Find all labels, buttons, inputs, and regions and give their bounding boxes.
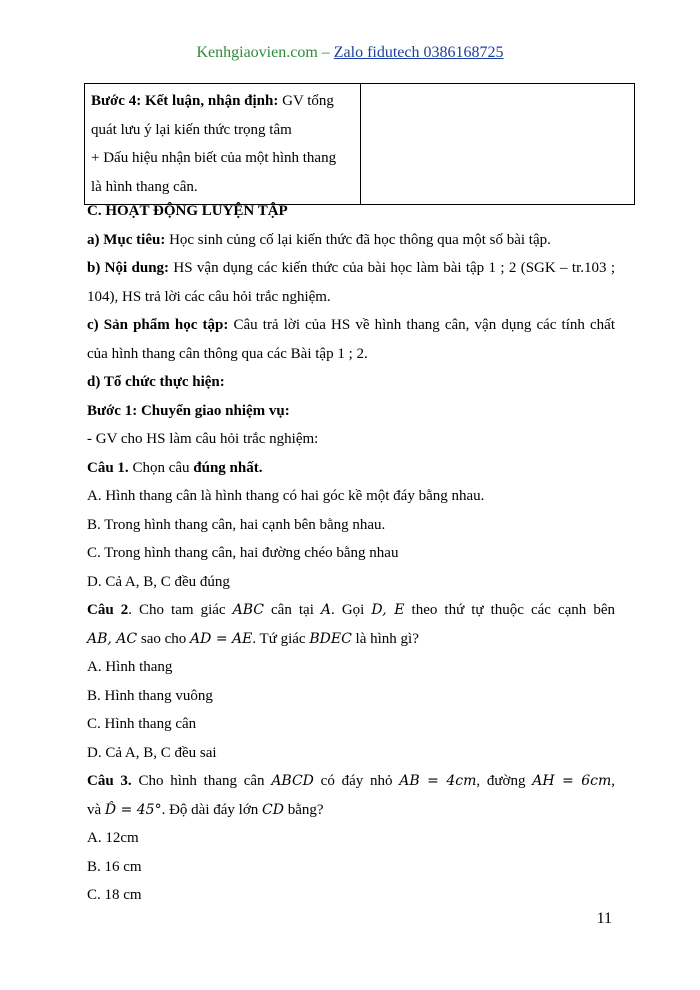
product-line: c) Sản phẩm học tập: Câu trả lời của HS về hình thang cân, vận dụng các tính chất: [87, 317, 616, 333]
step4-text-line: + Dấu hiệu nhận biết của một hình thang: [91, 150, 337, 166]
q2-option: C. Hình thang cân: [87, 716, 197, 732]
q2-option: A. Hình thang: [87, 659, 173, 675]
question-2-cont: AB, AC sao cho AD = AE. Tứ giác BDEC là hình gì?: [87, 630, 419, 647]
section-title: C. HOẠT ĐỘNG LUYỆN TẬP: [87, 203, 288, 219]
step4-text-line: là hình thang cân.: [91, 178, 198, 195]
table-cell-step4: [85, 84, 361, 205]
question-3: Câu 3. Cho hình thang cân ABCD có đáy nhỏ AB = 4cm, đường AH = 6cm,: [87, 773, 615, 789]
q1-option: A. Hình thang cân là hình thang có hai góc kề một đáy bằng nhau.: [87, 488, 485, 504]
organization-heading: d) Tổ chức thực hiện:: [87, 374, 225, 390]
zalo-contact-link[interactable]: Zalo fidutech 0386168725: [333, 44, 504, 61]
step4-text-line: quát lưu ý lại kiến thức trọng tâm: [91, 121, 292, 138]
activity-table: [84, 83, 635, 205]
question-3-cont: và D̂ = 45°. Độ dài đáy lớn CD bằng?: [87, 801, 324, 818]
q2-option: B. Hình thang vuông: [87, 687, 213, 704]
question-2: Câu 2. Cho tam giác ABC cân tại A. Gọi D, E theo thứ tự thuộc các cạnh bên: [87, 602, 615, 618]
document-body: [87, 197, 615, 910]
q3-option: B. 16 cm: [87, 858, 142, 875]
step4-label: Bước 4: Kết luận, nhận định:: [91, 93, 279, 109]
site-name: Kenhgiaovien.com: [196, 44, 318, 61]
q1-option: B. Trong hình thang cân, hai cạnh bên bằng nhau.: [87, 516, 386, 533]
step4-text: GV tổng: [278, 93, 334, 109]
table-cell-empty: [361, 84, 635, 205]
page-header: [0, 44, 700, 62]
q3-option: A. 12cm: [87, 830, 139, 846]
product-line: của hình thang cân thông qua các Bài tập 1 ; 2.: [87, 345, 368, 362]
page-number: 11: [596, 910, 612, 927]
question-1: Câu 1. Chọn câu đúng nhất.: [87, 459, 263, 476]
header-separator: –: [317, 44, 334, 61]
content-line: b) Nội dung: HS vận dụng các kiến thức của bài học làm bài tập 1 ; 2 (SGK – tr.103 ;: [87, 260, 615, 276]
q2-option: D. Cả A, B, C đều sai: [87, 744, 217, 761]
q1-option: D. Cả A, B, C đều đúng: [87, 573, 230, 590]
step1-heading: Bước 1: Chuyển giao nhiệm vụ:: [87, 402, 290, 419]
content-line: 104), HS trả lời các câu hỏi trắc nghiệm.: [87, 288, 331, 305]
q1-option: C. Trong hình thang cân, hai đường chéo bằng nhau: [87, 545, 399, 561]
objective-line: a) Mục tiêu: Học sinh củng cố lại kiến thức đã học thông qua một số bài tập.: [87, 231, 551, 248]
step1-text: - GV cho HS làm câu hỏi trắc nghiệm:: [87, 431, 319, 447]
q3-option: C. 18 cm: [87, 887, 142, 903]
